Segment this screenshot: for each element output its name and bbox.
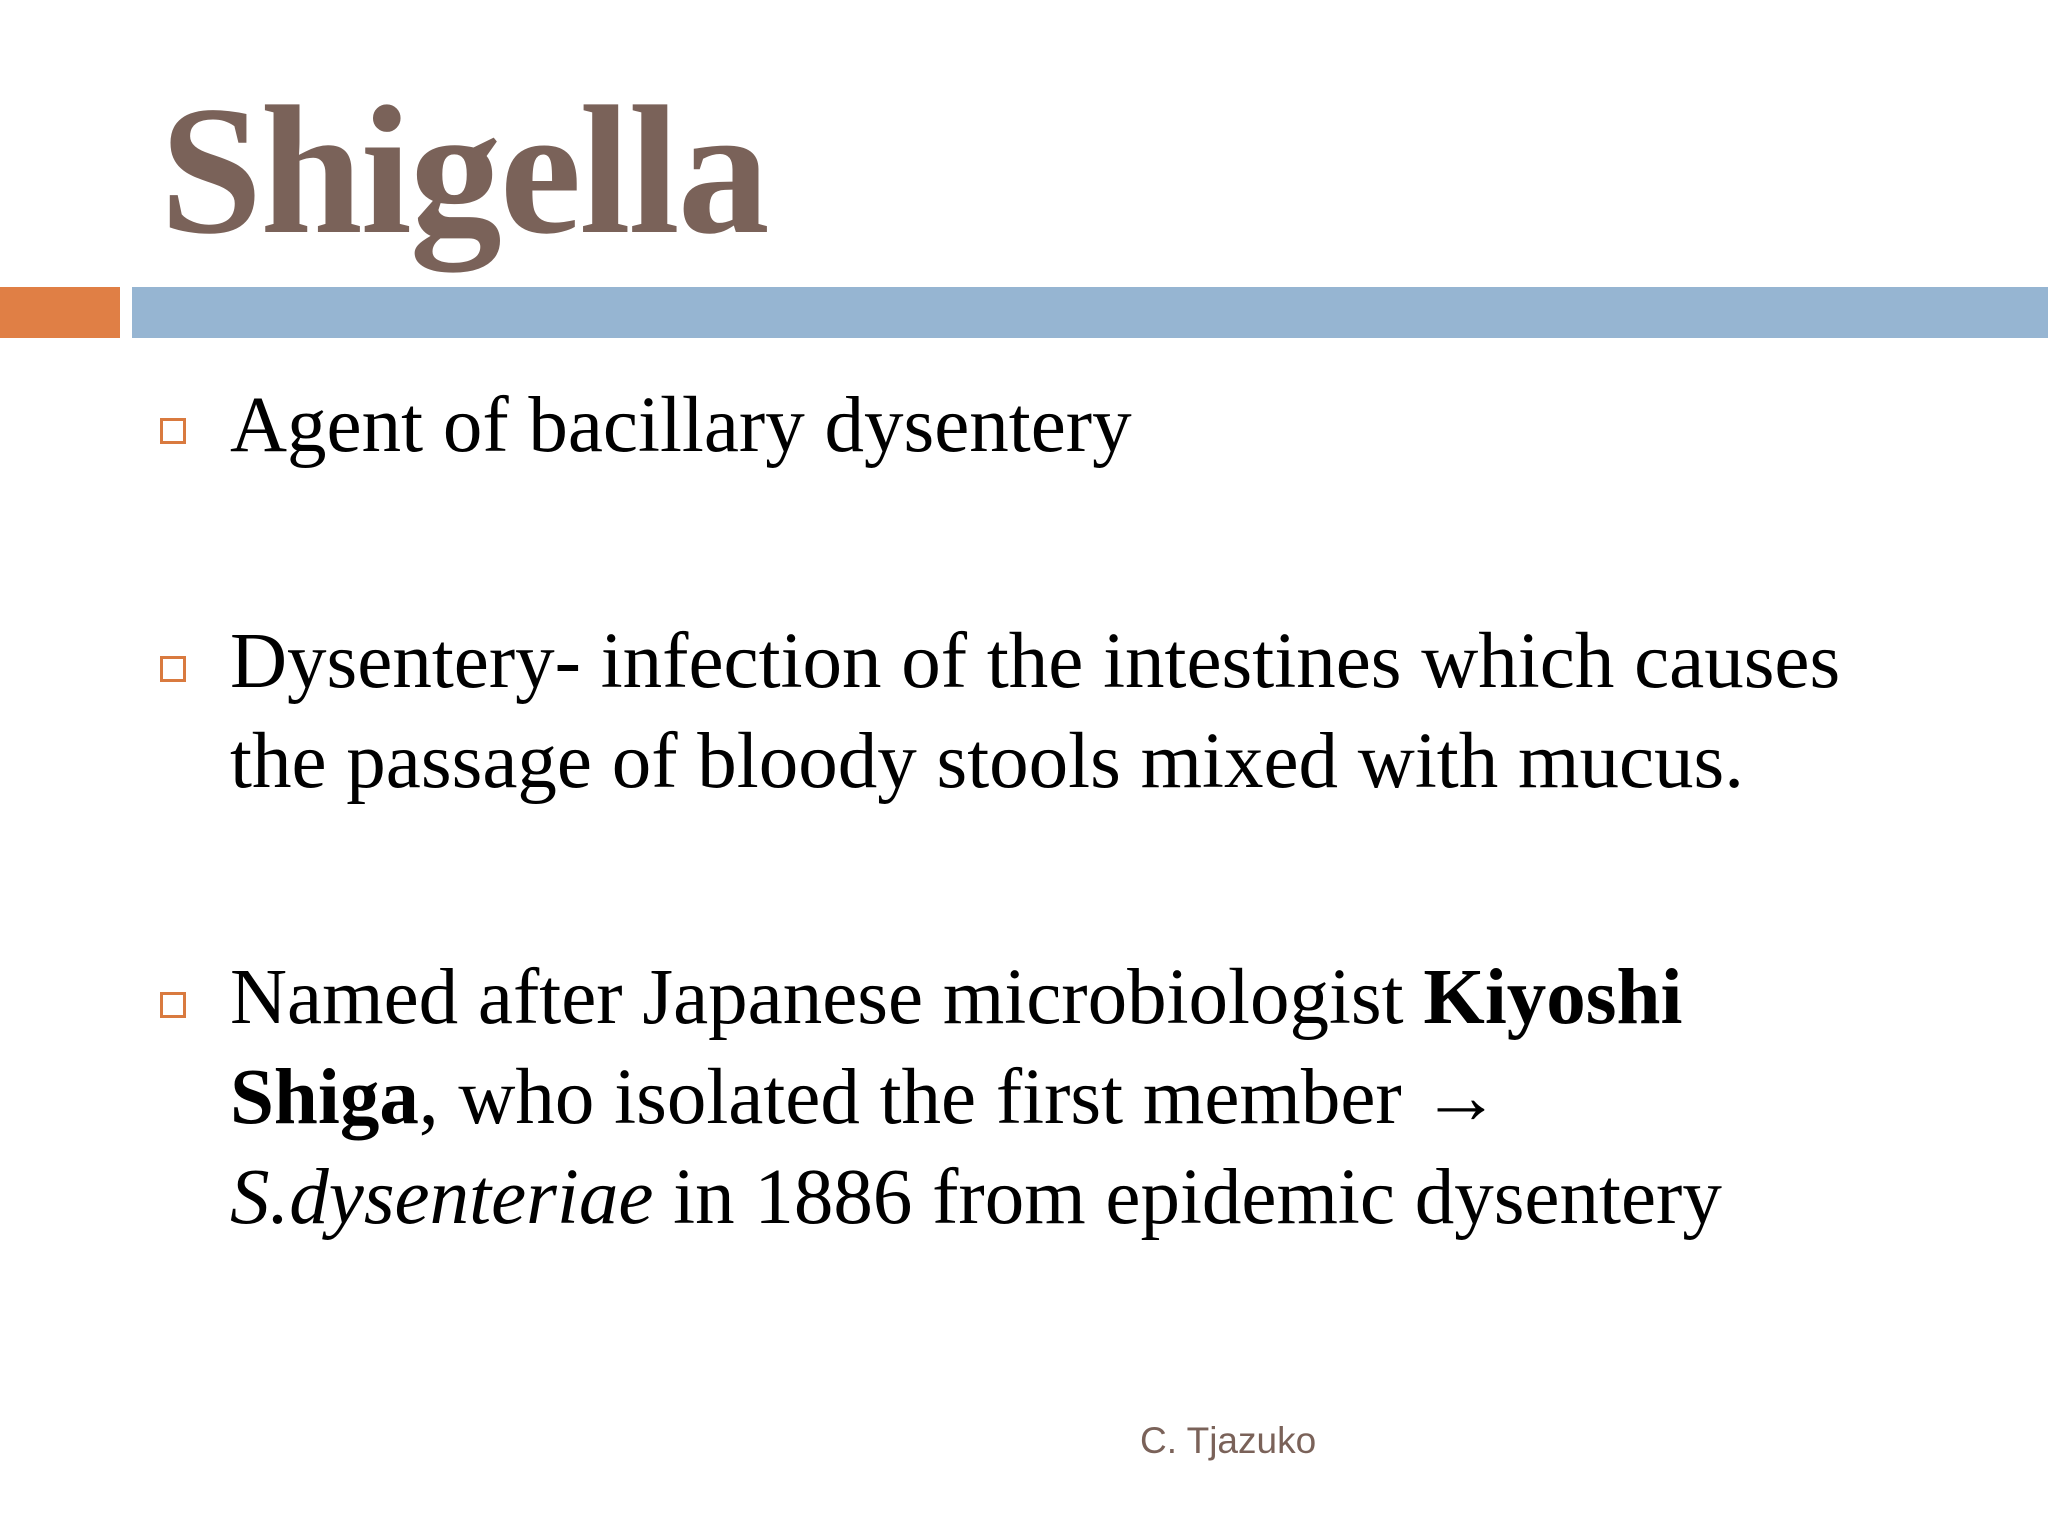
bullet-text-line: the passage of bloody stools mixed with mucus. [230,718,1744,805]
right-arrow-icon: → [1421,1054,1501,1141]
bullet-text-segment: Named after Japanese microbiologist [230,954,1424,1041]
bullet-text-line: Agent of bacillary dysentery [230,382,1132,469]
species-name: S.dysenteriae [230,1154,654,1241]
bullet-text [230,948,1990,1248]
bullet-text-line: Dysentery- infection of the intestines which causes [230,618,1841,705]
square-bullet-icon [160,992,186,1018]
bullet-text [230,612,1990,812]
title-divider-bar [132,287,2048,338]
square-bullet-icon [160,418,186,444]
square-bullet-icon [160,656,186,682]
scientist-first-name: Kiyoshi [1423,954,1683,1041]
title-accent-bar [0,287,120,338]
bullet-text [230,376,1990,476]
footer-author: C. Tjazuko [1140,1420,1317,1461]
bullet-text-segment: in 1886 from epidemic dysentery [653,1154,1722,1241]
slide-title: Shigella [160,68,768,272]
scientist-last-name: Shiga [230,1054,419,1141]
bullet-text-segment: , who isolated the first member [418,1054,1422,1141]
